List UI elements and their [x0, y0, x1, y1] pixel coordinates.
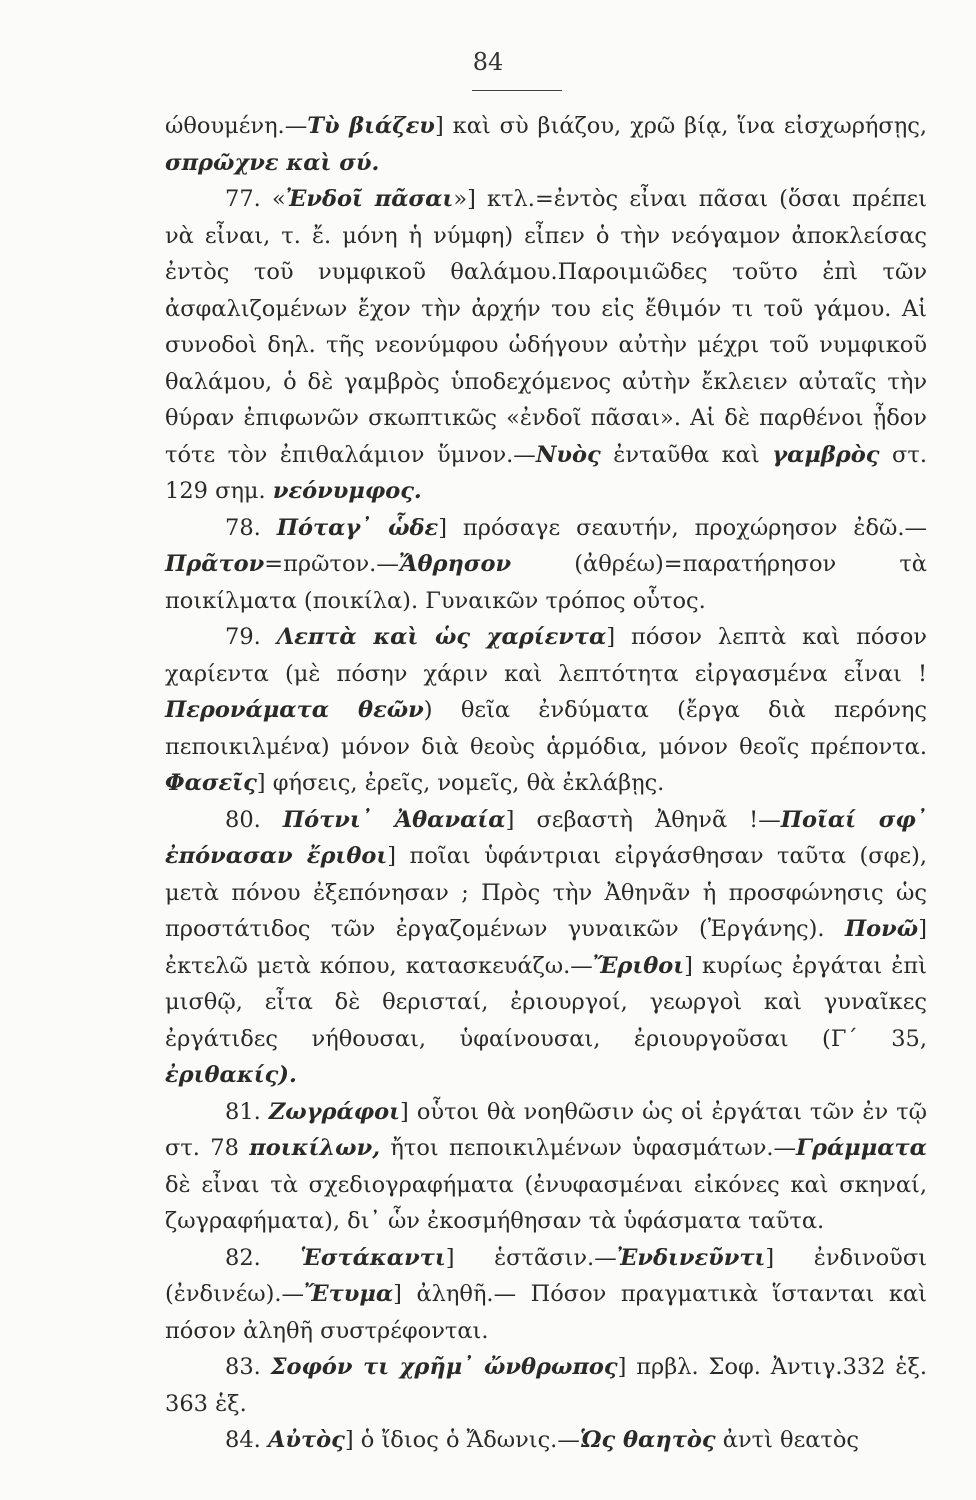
- note-text: »] κτλ.=ἐντὸς εἶναι πᾶσαι (ὅσαι πρέπει νὰ εἶναι, τ. ἔ. μόνη ἡ νύμφη) εἶπεν ὁ τὴν νεόγαμον ἀποκλείσας ἐντὸς τοῦ νυμφικοῦ θαλάμου.Παροιμιῶδες τοῦτο ἐπὶ τῶν ἀσφαλιζομένων ἔχον τὴν ἀρχήν του εἰς ἔθιμόν τι τοῦ γάμου. Αἱ συνοδοὶ δηλ. τῆς νεονύμφου ὡδήγουν αὐτὴν μέχρι τοῦ νυμφικοῦ θαλάμου, ὁ δὲ γαμβρὸς ὑποδεχόμενος αὐτὴν ἔκλειεν αὐταῖς τὴν θύραν ἐπιφωνῶν σκωπτικῶς «ἐνδοῖ πᾶσαι». Αἱ δὲ παρθένοι ᾖδον τότε τὸν ἐπιθαλάμιον ὕμνον.—: [165, 186, 927, 468]
- lemma-text: ποικίλων,: [249, 1135, 381, 1161]
- note-text: ἐνταῦθα καὶ: [600, 441, 773, 468]
- lemma-text: Περονάματα θεῶν: [165, 697, 424, 723]
- note-text: ) θεῖα ἐνδύματα (ἔργα διὰ περόνης πεποικιλμένα) μόνον διὰ θεοὺς ἁρμόδια, μόνον θεοῖς πρέποντα.: [165, 697, 928, 760]
- note-text: δὲ εἶναι τὰ σχεδιογραφήματα (ἐνυφασμέναι εἰκόνες καὶ σκηναί, ζωγραφήματα), δι᾽ ὧν ἐκοσμήθησαν τὰ ὑφάσματα ταῦτα.: [165, 1171, 927, 1234]
- lemma-text: σπρῶχνε καὶ σύ.: [165, 149, 380, 176]
- lemma-text: Σοφόν τι χρῆμ᾽ ὤνθρωπος: [270, 1354, 618, 1380]
- note-text: 84.: [225, 1427, 268, 1453]
- note-text: 80.: [225, 806, 283, 833]
- lemma-text: Ποῖαί σφ᾽ ἐπόνασαν ἔριθοι: [165, 806, 927, 869]
- page-number: 84: [472, 48, 504, 76]
- note-paragraph: [165, 108, 927, 181]
- lemma-text: Ὡς θαητὸς: [579, 1427, 716, 1453]
- lemma-text: Ἐνδοῖ πᾶσαι: [285, 186, 454, 212]
- lemma-text: Πονῶ: [844, 916, 919, 942]
- note-text: 82.: [225, 1244, 301, 1271]
- note-text: ] ἐκτελῶ μετὰ κόπου, κατασκευάζω.—: [165, 916, 927, 979]
- lemma-text: Νυὸς: [535, 441, 601, 468]
- note-text: ] ἐνδινοῦσι (ἐνδινέω).—: [165, 1244, 928, 1307]
- note-text: ἀντὶ θεατὸς: [715, 1427, 860, 1453]
- note-paragraph: [165, 1422, 927, 1459]
- note-text: 77. «: [225, 186, 286, 212]
- lemma-text: Ἔτυμα: [304, 1281, 394, 1307]
- note-text: 78.: [225, 514, 277, 541]
- lemma-text: Πρᾶτον: [165, 551, 265, 577]
- lemma-text: Ἑστάκαντι: [300, 1244, 446, 1271]
- note-text: ἤτοι πεποικιλμένων ὑφασμάτων.—: [380, 1135, 797, 1161]
- note-text: (ἀθρέω)=παρατήρησον τὰ ποικίλματα (ποικίλα). Γυναικῶν τρόπος οὗτος.: [165, 551, 927, 614]
- note-text: 83.: [225, 1354, 271, 1380]
- note-text: =πρῶτον.—: [264, 551, 399, 577]
- lemma-text: Τὺ βιάζευ: [307, 113, 435, 139]
- note-text: ] κυρίως ἐργάται ἐπὶ μισθῷ, εἶτα δὲ θερισταί, ἐριουργοί, γεωργοὶ καὶ γυναῖκες ἐργάτιδες νήθουσαι, ὑφαίνουσαι, ἐριουργοῦσαι (Γ´ 35,: [165, 952, 927, 1052]
- note-text: ] πρβλ. Σοφ. Ἀντιγ.332 ἑξ. 363 ἑξ.: [165, 1354, 927, 1417]
- lemma-text: γαμβρὸς: [772, 441, 880, 468]
- note-text: 79.: [225, 624, 277, 650]
- note-text: ] σεβαστὴ Ἀθηνᾶ !—: [505, 806, 781, 833]
- note-text: 81.: [225, 1098, 269, 1125]
- note-text: ] ἑστᾶσιν.—: [445, 1244, 617, 1271]
- note-text: ] πόσον λεπτὰ καὶ πόσον χαρίεντα (μὲ πόσην χάριν καὶ λεπτότητα εἰργασμένα εἶναι !: [165, 624, 927, 687]
- lemma-text: Αὐτὸς: [267, 1427, 345, 1453]
- lemma-text: Ζωγράφοι: [268, 1098, 401, 1125]
- note-text: ώθουμένη.—: [165, 113, 308, 139]
- lemma-text: Ἄθρησον: [398, 551, 512, 577]
- note-paragraph: [165, 802, 927, 1094]
- commentary-text: [165, 108, 927, 1459]
- lemma-text: Ἔριθοι: [592, 952, 685, 979]
- lemma-text: νεόνυμφος.: [272, 478, 422, 504]
- note-text: ] ὁ ἴδιος ὁ Ἄδωνις.—: [344, 1427, 580, 1453]
- note-paragraph: [165, 619, 927, 802]
- lemma-text: Πότνι᾽ Ἀθαναία: [282, 806, 506, 833]
- note-text: ] φήσεις, ἐρεῖς, νομεῖς, θὰ ἐκλάβῃς.: [256, 770, 665, 796]
- lemma-text: Λεπτὰ καὶ ὡς χαρίεντα: [276, 624, 607, 650]
- note-paragraph: [165, 510, 927, 620]
- note-paragraph: [165, 1094, 927, 1240]
- note-paragraph: [165, 1240, 927, 1350]
- note-paragraph: [165, 181, 927, 510]
- lemma-text: ἐριθακίς).: [165, 1062, 297, 1088]
- note-text: ] καὶ σὺ βιάζου, χρῶ βίᾳ, ἵνα εἰσχωρήσῃς,: [434, 113, 927, 139]
- note-text: ] οὗτοι θὰ νοηθῶσιν ὡς οἱ ἐργάται τῶν ἐν τῷ στ. 78: [165, 1098, 927, 1161]
- lemma-text: Ἐνδινεῦντι: [616, 1244, 766, 1271]
- lemma-text: Γράμματα: [796, 1135, 927, 1161]
- note-text: ] ἀληθῆ.— Πόσον πραγματικὰ ἵστανται καὶ πόσον ἀληθῆ συστρέφονται.: [165, 1281, 927, 1344]
- note-text: στ. 129 σημ.: [165, 441, 927, 504]
- lemma-text: Φασεῖς: [165, 770, 257, 796]
- page-number-rule: [472, 90, 562, 91]
- note-paragraph: [165, 1349, 927, 1422]
- note-text: ] πρόσαγε σεαυτήν, προχώρησον ἐδῶ.—: [438, 514, 927, 541]
- lemma-text: Πόταγ᾽ ὧδε: [276, 514, 439, 541]
- note-text: ] ποῖαι ὑφάντριαι εἰργάσθησαν ταῦτα (σφε), μετὰ πόνου ἐξεπόνησαν ; Πρὸς τὴν Ἀθηνᾶν ἡ προσφώνησις ὡς προστάτιδος τῶν ἐργαζομένων γυναικῶν (Ἐργάνης).: [165, 843, 928, 942]
